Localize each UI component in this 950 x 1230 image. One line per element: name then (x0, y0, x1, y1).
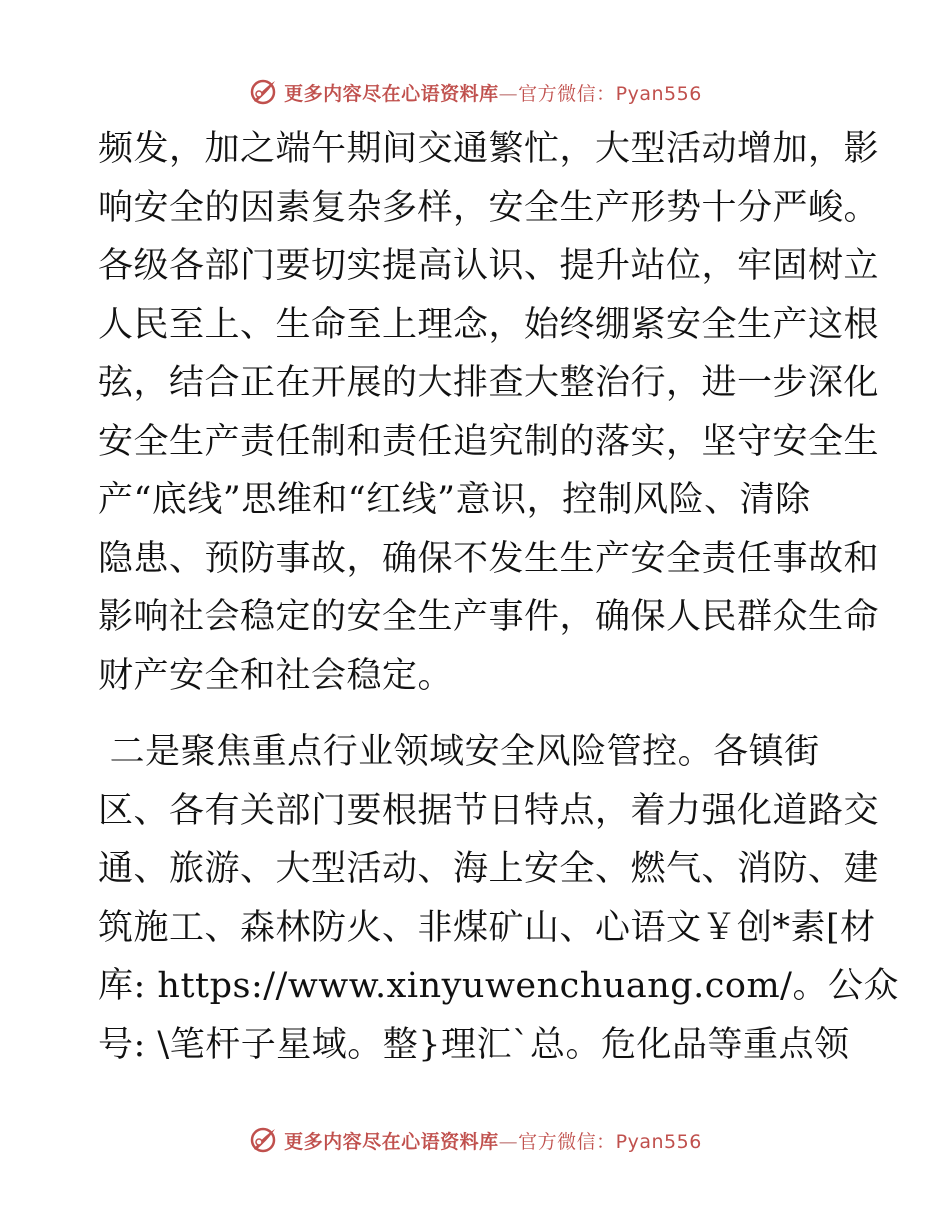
text-line: 隐患、预防事故，确保不发生生产安全责任事故和 (98, 538, 880, 579)
text-line: 库: https://www.xinyuwenchuang.com/。公众 (98, 966, 899, 1006)
text-line: 安全生产责任制和责任追究制的落实，坚守安全生 (98, 421, 880, 462)
quill-logo-icon (248, 1125, 278, 1155)
text-line: 区、各有关部门要根据节日特点，着力强化道路交 (98, 790, 880, 831)
text-line: 筑施工、森林防火、非煤矿山、心语文￥创*素[材 (98, 907, 876, 948)
text-line: 产“底线”思维和“红线”意识，控制风险、清除 (98, 480, 811, 520)
paragraph-2 (98, 723, 899, 1074)
text-line: 二是聚焦重点行业领域安全风险管控。各镇街 (98, 732, 820, 772)
paragraph-gap (98, 705, 858, 723)
text-line: 影响社会稳定的安全生产事件，确保人民群众生命 (98, 597, 880, 637)
header-watermark-text: 更多内容尽在心语资料库—官方微信：Pyan556 (284, 82, 702, 105)
footer-watermark-text: 更多内容尽在心语资料库—官方微信：Pyan556 (284, 1130, 702, 1153)
footer-watermark-banner (0, 1120, 950, 1160)
text-line: 号: \笔杆子星域。整}理汇`总。危化品等重点领 (98, 1024, 850, 1065)
quill-logo-icon (248, 77, 278, 107)
text-line: 通、旅游、大型活动、海上安全、燃气、消防、建 (98, 849, 880, 889)
paragraph-1 (98, 120, 880, 705)
header-watermark-banner (0, 72, 950, 112)
text-line: 弦，结合正在开展的大排查大整治行，进一步深化 (98, 363, 880, 403)
text-line: 各级各部门要切实提高认识、提升站位，牢固树立 (98, 246, 880, 286)
text-line: 人民至上、生命至上理念，始终绷紧安全生产这根 (98, 304, 880, 345)
text-line: 频发，加之端午期间交通繁忙，大型活动增加，影 (98, 129, 880, 169)
document-body (98, 120, 899, 1074)
text-line: 响安全的因素复杂多样，安全生产形势十分严峻。 (98, 187, 880, 228)
text-line: 财产安全和社会稳定。 (98, 655, 454, 696)
